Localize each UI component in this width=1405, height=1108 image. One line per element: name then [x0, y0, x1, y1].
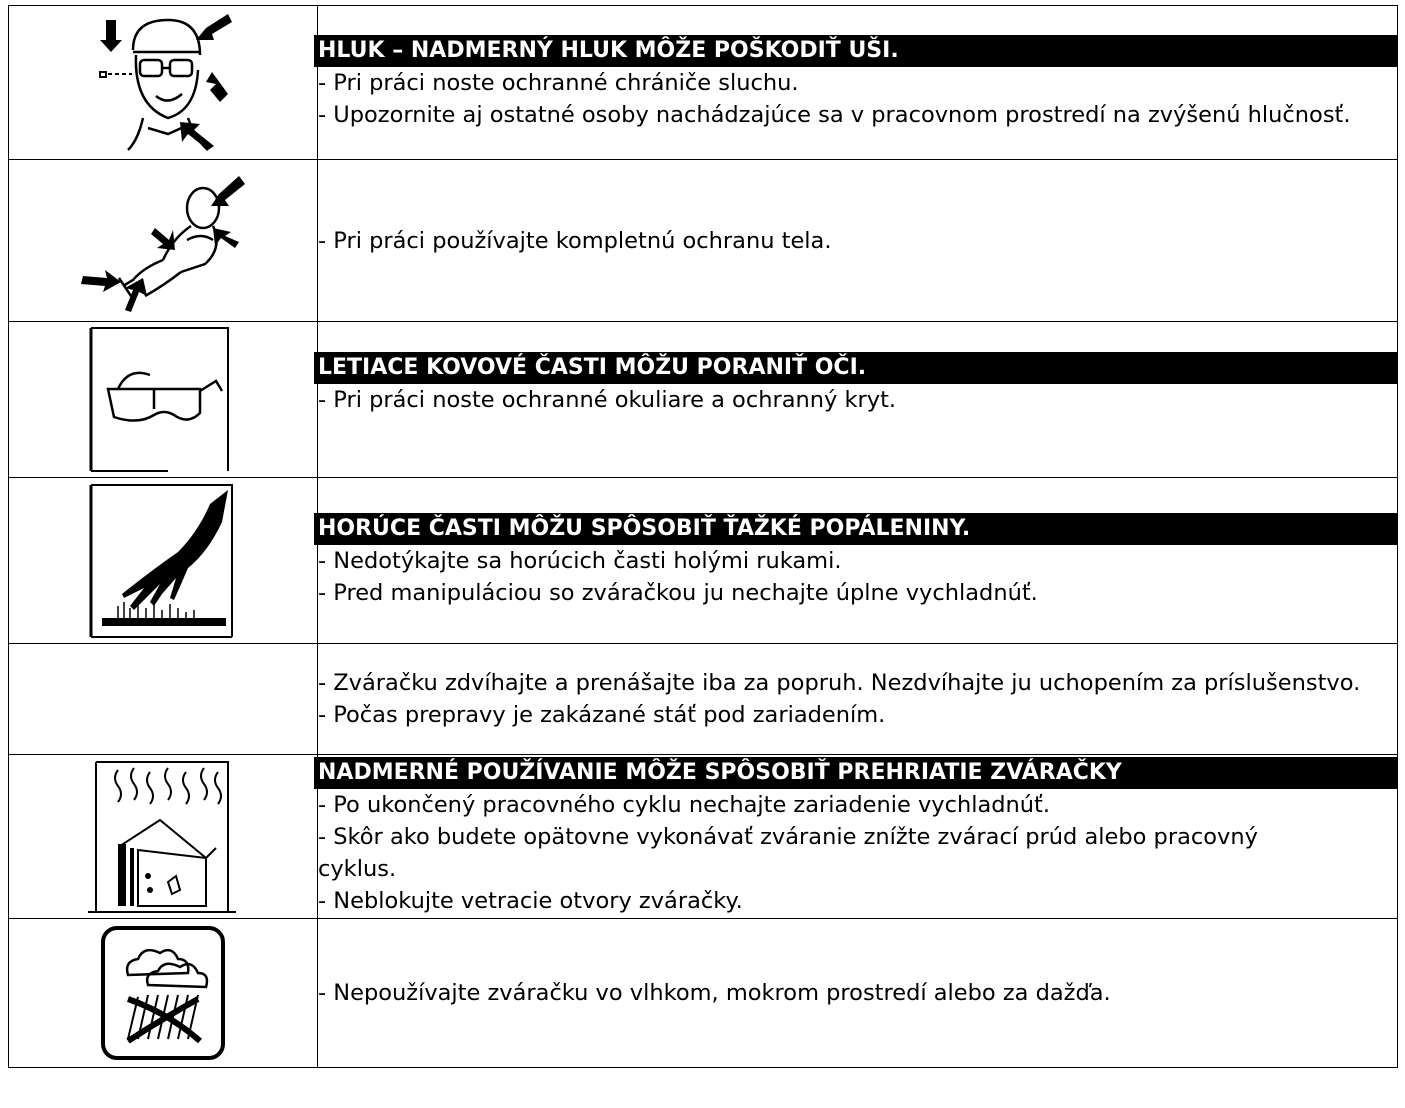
body-protection-icon	[73, 168, 253, 313]
text-cell	[318, 919, 1398, 1068]
safety-row-hot-parts	[9, 478, 1398, 644]
instruction-line: - Neblokujte vetracie otvory zváračky.	[318, 887, 743, 914]
text-cell	[318, 478, 1398, 644]
safety-glasses-icon	[88, 325, 238, 475]
safety-row-moisture	[9, 919, 1398, 1068]
text-cell	[318, 322, 1398, 478]
warning-heading: HORÚCE ČASTI MÔŽU SPÔSOBIŤ ŤAŽKÉ POPÁLENINY.	[314, 513, 1397, 545]
instruction-line: - Zváračku zdvíhajte a prenášajte iba za popruh. Nezdvíhajte ju uchopením za príslušenstvo.	[318, 670, 1361, 696]
text-cell	[318, 160, 1398, 322]
instruction-line: - Pri práci noste ochranné chrániče sluchu.	[318, 69, 799, 96]
icon-cell	[9, 478, 318, 644]
warning-heading: NADMERNÉ POUŽÍVANIE MÔŽE SPÔSOBIŤ PREHRIATIE ZVÁRAČKY	[314, 757, 1397, 789]
instruction-line: - Skôr ako budete opätovne vykonávať zváranie znížte zvárací prúd alebo pracovný cyklus.	[318, 823, 1258, 882]
text-cell	[318, 644, 1398, 755]
instruction-line: - Nedotýkajte sa horúcich časti holými rukami.	[318, 547, 842, 574]
safety-row-noise	[9, 6, 1398, 160]
instruction-line: - Počas prepravy je zakázané stáť pod zariadením.	[318, 702, 886, 728]
instruction-line: - Nepoužívajte zváračku vo vlhkom, mokrom prostredí alebo za dažďa.	[318, 980, 1111, 1006]
instruction-line: - Pri práci noste ochranné okuliare a ochranný kryt.	[318, 386, 897, 413]
icon-cell	[9, 160, 318, 322]
text-cell	[318, 755, 1398, 919]
safety-instructions-table	[8, 5, 1398, 1068]
hearing-protection-icon	[88, 10, 238, 155]
icon-cell-empty	[9, 644, 318, 755]
icon-cell	[9, 755, 318, 919]
safety-row-overheating	[9, 755, 1398, 919]
icon-cell	[9, 6, 318, 160]
safety-row-flying-parts	[9, 322, 1398, 478]
icon-cell	[9, 919, 318, 1068]
instruction-line: - Pred manipuláciou so zváračkou ju nechajte úplne vychladnúť.	[318, 579, 1038, 606]
warning-heading: HLUK – NADMERNÝ HLUK MÔŽE POŠKODIŤ UŠI.	[314, 35, 1397, 67]
no-rain-icon	[98, 923, 228, 1063]
warning-heading: LETIACE KOVOVÉ ČASTI MÔŽU PORANIŤ OČI.	[314, 352, 1397, 384]
safety-row-body-protection	[9, 160, 1398, 322]
instruction-line: - Upozornite aj ostatné osoby nachádzajúce sa v pracovnom prostredí na zvýšenú hlučnosť.	[318, 101, 1351, 128]
instruction-line: - Po ukončený pracovného cyklu nechajte zariadenie vychladnúť.	[318, 791, 1051, 818]
instruction-line: - Pri práci používajte kompletnú ochranu tela.	[318, 227, 832, 254]
safety-row-transport	[9, 644, 1398, 755]
spacer-line	[318, 416, 1397, 448]
text-cell	[318, 6, 1398, 160]
overheating-welder-icon	[88, 758, 238, 916]
icon-cell	[9, 322, 318, 478]
hot-surface-hand-icon	[88, 482, 238, 640]
